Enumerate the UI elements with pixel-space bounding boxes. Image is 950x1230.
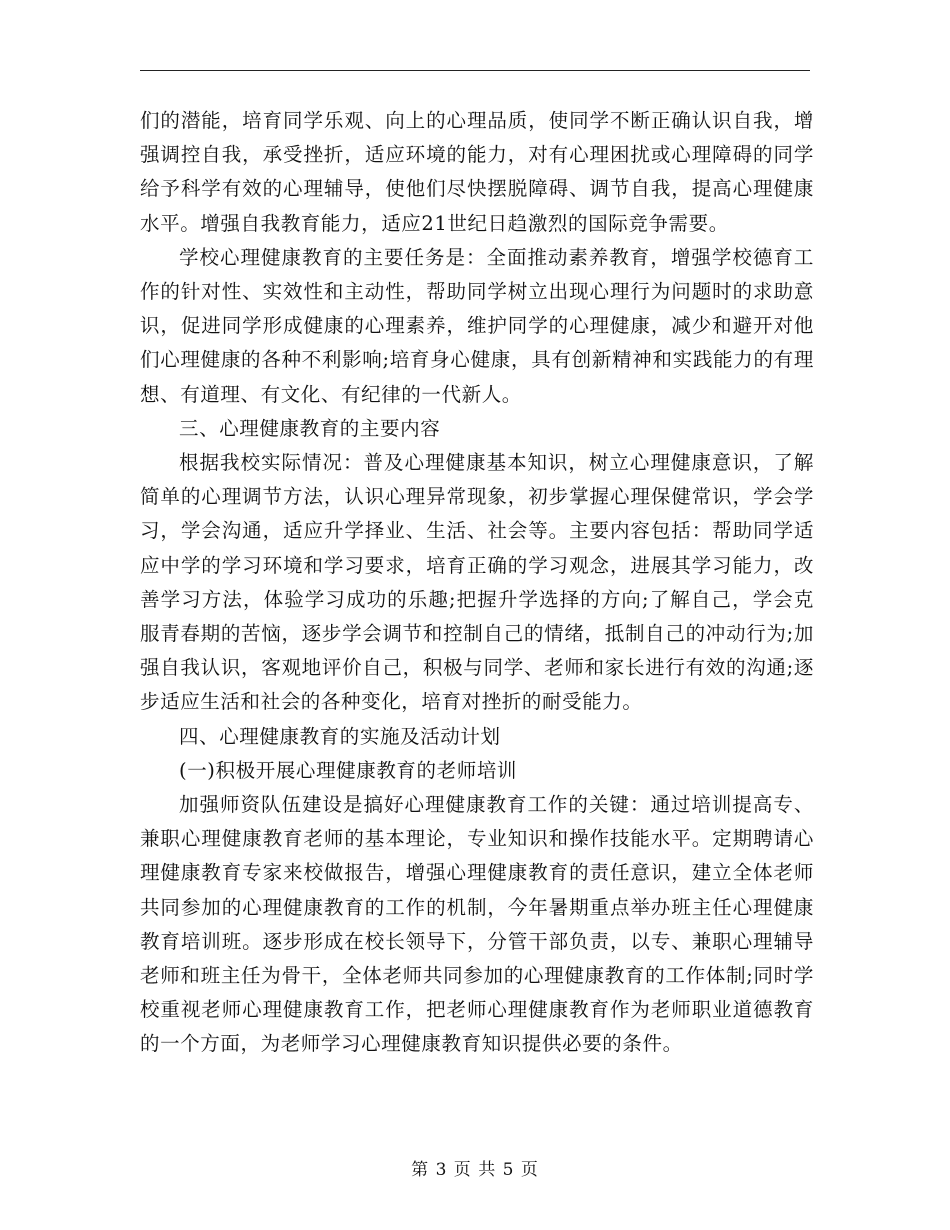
paragraph: 学校心理健康教育的主要任务是：全面推动素养教育，增强学校德育工作的针对性、实效性和主动性，帮助同学树立出现心理行为问题时的求助意识，促进同学形成健康的心理素养，维护同学的心理健康，减少和避开对他们心理健康的各种不利影响;培育身心健康，具有创新精神和实践能力的有理想、有道理、有文化、有纪律的一代新人。 <box>140 245 814 406</box>
paragraph: 加强师资队伍建设是搞好心理健康教育工作的关键：通过培训提高专、兼职心理健康教育老师的基本理论，专业知识和操作技能水平。定期聘请心理健康教育专家来校做报告，增强心理健康教育的责任意识，建立全体老师共同参加的心理健康教育的工作的机制，今年暑期重点举办班主任心理健康教育培训班。逐步形成在校长领导下，分管干部负责，以专、兼职心理辅导老师和班主任为骨干，全体老师共同参加的心理健康教育的工作体制;同时学校重视老师心理健康教育工作，把老师心理健康教育作为老师职业道德教育的一个方面，为老师学习心理健康教育知识提供必要的条件。 <box>140 793 814 1056</box>
section-heading: 四、心理健康教育的实施及活动计划 <box>179 724 501 748</box>
page-number-footer: 第 3 页 共 5 页 <box>411 1160 539 1180</box>
paragraph: 们的潜能，培育同学乐观、向上的心理品质，使同学不断正确认识自我，增强调控自我，承受挫折，适应环境的能力，对有心理困扰或心理障碍的同学给予科学有效的心理辅导，使他们尽快摆脱障碍、调节自我，提高心理健康水平。增强自我教育能力，适应21世纪日趋激烈的国际竞争需要。 <box>140 109 814 235</box>
paragraph: 根据我校实际情况：普及心理健康基本知识，树立心理健康意识，了解简单的心理调节方法，认识心理异常现象，初步掌握心理保健常识，学会学习，学会沟通，适应升学择业、生活、社会等。主要内容包括：帮助同学适应中学的学习环境和学习要求，培育正确的学习观念，进展其学习能力，改善学习方法，体验学习成功的乐趣;把握升学选择的方向;了解自己，学会克服青春期的苦恼，逐步学会调节和控制自己的情绪，抵制自己的冲动行为;加强自我认识，客观地评价自己，积极与同学、老师和家长进行有效的沟通;逐步适应生活和社会的各种变化，培育对挫折的耐受能力。 <box>140 451 814 714</box>
document-body <box>140 104 814 1062</box>
subsection-heading: (一)积极开展心理健康教育的老师培训 <box>179 758 518 782</box>
section-heading: 三、心理健康教育的主要内容 <box>179 416 441 440</box>
header-rule <box>140 70 810 71</box>
